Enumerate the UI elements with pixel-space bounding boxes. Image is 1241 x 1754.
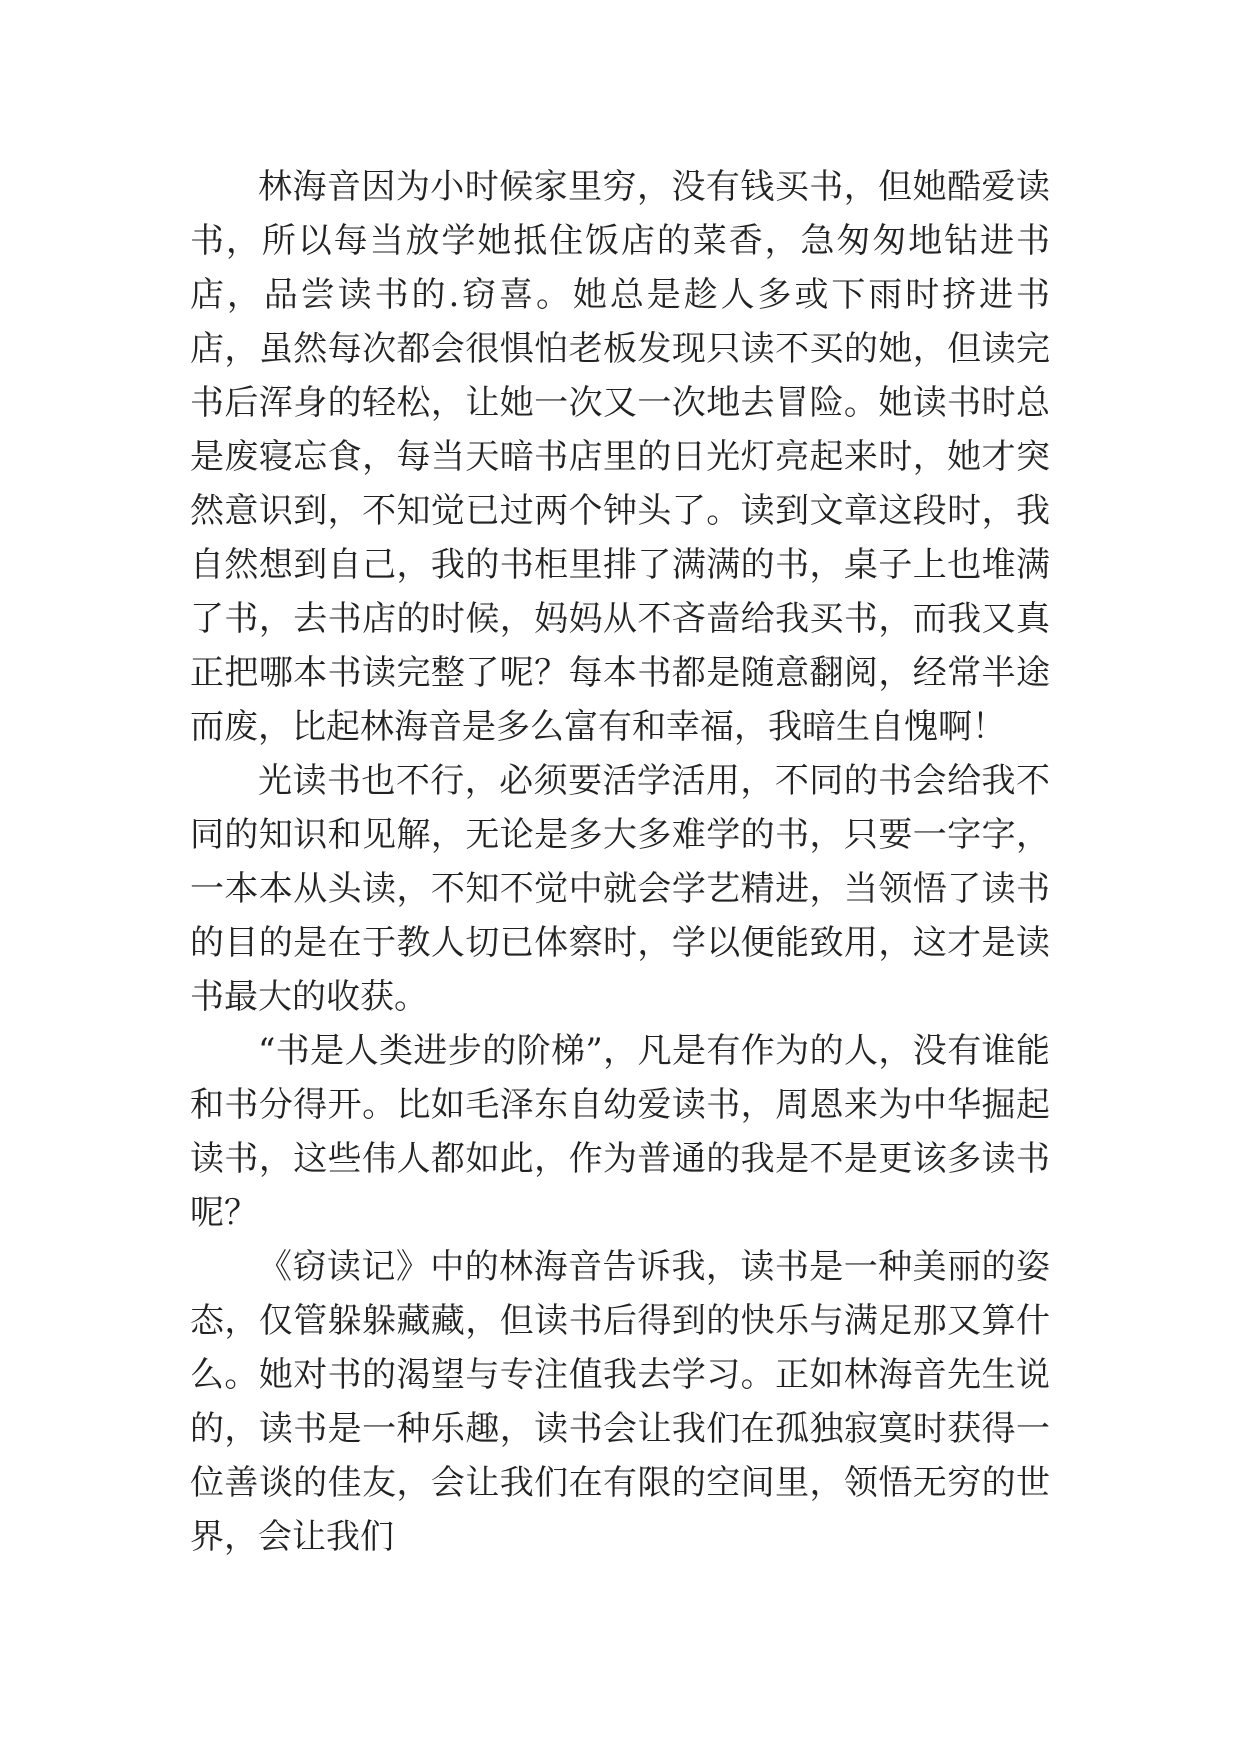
paragraph-4: 《窃读记》中的林海音告诉我，读书是一种美丽的姿态，仅管躲躲藏藏，但读书后得到的快乐与满足那又算什么。她对书的渴望与专注值我去学习。正如林海音先生说的，读书是一种乐趣，读书会让我们在孤独寂寞时获得一位善谈的佳友，会让我们在有限的空间里，领悟无穷的世界，会让我们 bbox=[190, 1247, 1050, 1557]
document-body bbox=[190, 160, 1050, 1564]
paragraph-1: 林海音因为小时候家里穷，没有钱买书，但她酷爱读书，所以每当放学她抵住饭店的菜香，急匆匆地钻进书店，品尝读书的.窃喜。她总是趁人多或下雨时挤进书店，虽然每次都会很惧怕老板发现只读不买的她，但读完书后浑身的轻松，让她一次又一次地去冒险。她读书时总是废寝忘食，每当天暗书店里的日光灯亮起来时，她才突然意识到，不知觉已过两个钟头了。读到文章这段时，我自然想到自己，我的书柜里排了满满的书，桌子上也堆满了书，去书店的时候，妈妈从不吝啬给我买书，而我又真正把哪本书读完整了呢？每本书都是随意翻阅，经常半途而废，比起林海音是多么富有和幸福，我暗生自愧啊！ bbox=[190, 167, 1050, 747]
paragraph-3: “书是人类进步的阶梯”，凡是有作为的人，没有谁能和书分得开。比如毛泽东自幼爱读书，周恩来为中华掘起读书，这些伟人都如此，作为普通的我是不是更该多读书呢？ bbox=[190, 1031, 1050, 1233]
paragraph-2: 光读书也不行，必须要活学活用，不同的书会给我不同的知识和见解，无论是多大多难学的书，只要一字字，一本本从头读，不知不觉中就会学艺精进，当领悟了读书的目的是在于教人切已体察时，学以便能致用，这才是读书最大的收获。 bbox=[190, 761, 1050, 1017]
